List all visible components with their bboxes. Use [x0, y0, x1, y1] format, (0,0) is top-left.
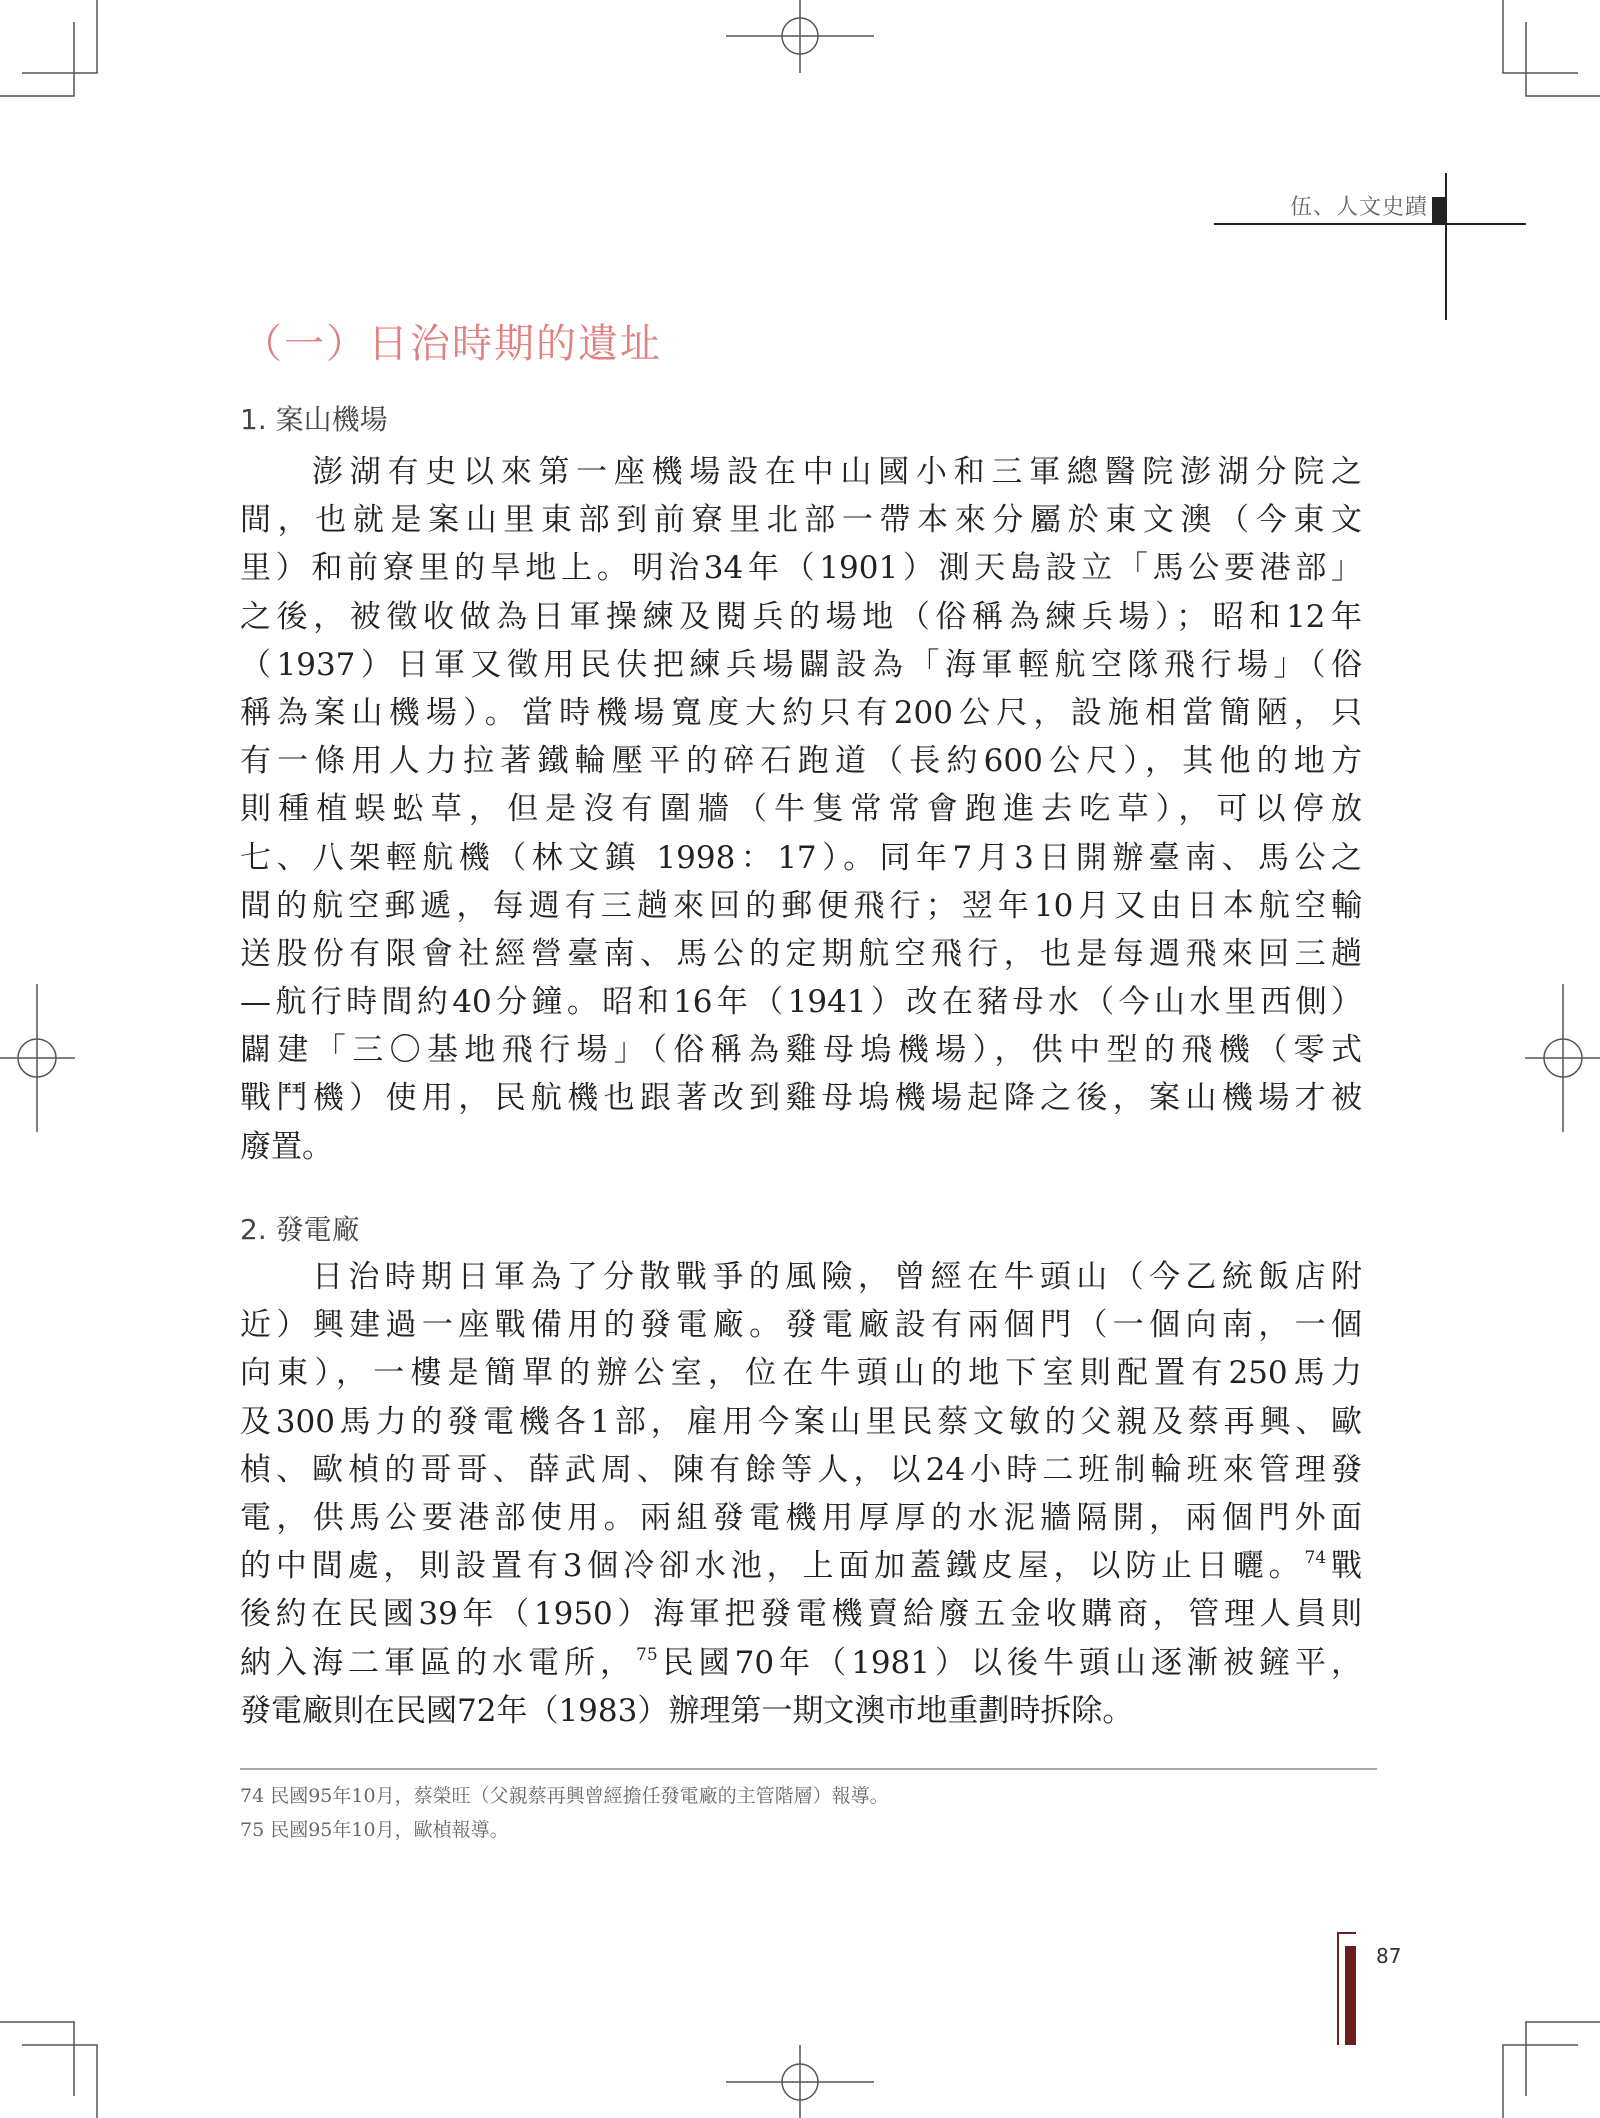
text-line — [240, 689, 1362, 737]
text-line — [240, 1687, 1362, 1735]
registration-mark-bottom — [726, 2045, 874, 2118]
page-number: 87 — [1376, 1944, 1402, 1968]
crop-mark-bottom-right — [1503, 2022, 1600, 2118]
text-run: 日治時期日軍為了分散戰爭的風險，曾經在牛頭山（今乙統飯店附 — [312, 1259, 1362, 1295]
text-line — [240, 1446, 1362, 1494]
footnote-ref: 74 — [1304, 1548, 1327, 1569]
text-line — [240, 785, 1362, 833]
text-run: （1937）日軍又徵用民伕把練兵場闢設為「海軍輕航空隊飛行場」（俗 — [240, 646, 1362, 683]
text-run: 之後，被徵收做為日軍操練及閱兵的場地（俗稱為練兵場）；昭和12年 — [240, 598, 1362, 635]
text-run: 近）興建過一座戰備用的發電廠。發電廠設有兩個門（一個向南，一個 — [240, 1307, 1362, 1344]
text-run: 闢建「三〇基地飛行場」（俗稱為雞母塢機場），供中型的飛機（零式 — [240, 1032, 1362, 1069]
text-run: 送股份有限會社經營臺南、馬公的定期航空飛行，也是每週飛來回三趟 — [240, 935, 1362, 972]
text-line — [240, 1301, 1362, 1349]
crop-mark-top-left — [0, 0, 97, 96]
text-run: 間，也就是案山里東部到前寮里北部一帶本來分屬於東文澳（今東文 — [240, 502, 1362, 539]
text-run: 楨、歐楨的哥哥、薛武周、陳有餘等人，以24小時二班制輪班來管理發 — [240, 1451, 1362, 1488]
text-run: 的中間處，則設置有3個冷卻水池，上面加蓋鐵皮屋，以防止日曬。 — [240, 1548, 1305, 1585]
text-line — [240, 1253, 1362, 1301]
text-line — [240, 1639, 1362, 1687]
text-line — [240, 593, 1362, 641]
registration-mark-top — [726, 0, 874, 73]
crop-mark-top-right — [1503, 0, 1600, 96]
crop-mark-bottom-left — [0, 2022, 97, 2118]
text-line — [240, 930, 1362, 978]
text-line — [240, 448, 1362, 496]
text-line — [240, 1494, 1362, 1542]
text-line — [240, 641, 1362, 689]
text-line — [240, 1349, 1362, 1397]
text-line — [240, 1074, 1362, 1122]
text-run: 戰鬥機）使用，民航機也跟著改到雞母塢機場起降之後，案山機場才被 — [240, 1080, 1362, 1117]
page-number-bar — [1345, 1946, 1356, 2045]
footnote-74: 74 民國95年10月，蔡榮旺（父親蔡再興曾經擔任發電廠的主管階層）報導。 — [240, 1785, 889, 1807]
text-run: 稱為案山機場）。當時機場寬度大約只有200公尺，設施相當簡陋，只 — [240, 694, 1362, 731]
text-line — [240, 1026, 1362, 1074]
section-heading: （一）日治時期的遺址 — [242, 321, 662, 367]
text-run: 後約在民國39年（1950）海軍把發電機賣給廢五金收購商，管理人員則 — [240, 1596, 1362, 1633]
text-line — [240, 1123, 1362, 1171]
text-line — [240, 1398, 1362, 1446]
paragraph-power-plant — [240, 1253, 1362, 1735]
text-run: 七、八架輕航機（林文鎮 1998：17）。同年7月3日開辦臺南、馬公之 — [240, 839, 1362, 876]
text-line — [240, 834, 1362, 882]
text-line — [240, 737, 1362, 785]
subsection-title-power-plant: 2. 發電廠 — [240, 1213, 360, 1246]
header-marker-block — [1432, 197, 1446, 224]
text-run: —航行時間約40分鐘。昭和16年（1941）改在豬母水（今山水里西側） — [240, 984, 1362, 1021]
text-line — [240, 978, 1362, 1026]
text-line — [240, 544, 1362, 592]
footnote-75: 75 民國95年10月，歐楨報導。 — [240, 1819, 509, 1841]
text-run: 則種植蜈蚣草，但是沒有圍牆（牛隻常常會跑進去吃草），可以停放 — [240, 791, 1362, 828]
registration-mark-right — [1525, 984, 1600, 1132]
text-line — [240, 496, 1362, 544]
text-run: 民國70年（1981）以後牛頭山逐漸被鏟平， — [657, 1644, 1363, 1681]
running-header: 伍、人文史蹟 — [1289, 195, 1428, 220]
text-run: 有一條用人力拉著鐵輪壓平的碎石跑道（長約600公尺），其他的地方 — [240, 743, 1362, 780]
text-run: 及300馬力的發電機各1部，雇用今案山里民蔡文敏的父親及蔡再興、歐 — [240, 1403, 1362, 1440]
text-line — [240, 1542, 1362, 1590]
text-line — [240, 882, 1362, 930]
text-line — [240, 1590, 1362, 1638]
subsection-title-airport: 1. 案山機場 — [240, 403, 388, 436]
text-run: 向東），一樓是簡單的辦公室，位在牛頭山的地下室則配置有250馬力 — [240, 1355, 1362, 1392]
footnote-ref: 75 — [636, 1644, 658, 1665]
text-run: 里）和前寮里的旱地上。明治34年（1901）測天島設立「馬公要港部」 — [240, 550, 1362, 587]
text-run: 戰 — [1326, 1548, 1362, 1585]
text-run: 發電廠則在民國72年（1983）辦理第一期文澳市地重劃時拆除。 — [240, 1692, 1134, 1729]
paragraph-airport — [240, 448, 1362, 1171]
registration-mark-left — [0, 984, 75, 1132]
footnote-divider — [240, 1768, 1377, 1770]
text-run: 電，供馬公要港部使用。兩組發電機用厚厚的水泥牆隔開，兩個門外面 — [240, 1499, 1362, 1536]
text-run: 間的航空郵遞，每週有三趟來回的郵便飛行；翌年10月又由日本航空輸 — [240, 887, 1362, 924]
text-run: 廢置。 — [240, 1128, 333, 1165]
text-run: 納入海二軍區的水電所， — [240, 1644, 637, 1681]
text-run: 澎湖有史以來第一座機場設在中山國小和三軍總醫院澎湖分院之 — [312, 454, 1362, 490]
